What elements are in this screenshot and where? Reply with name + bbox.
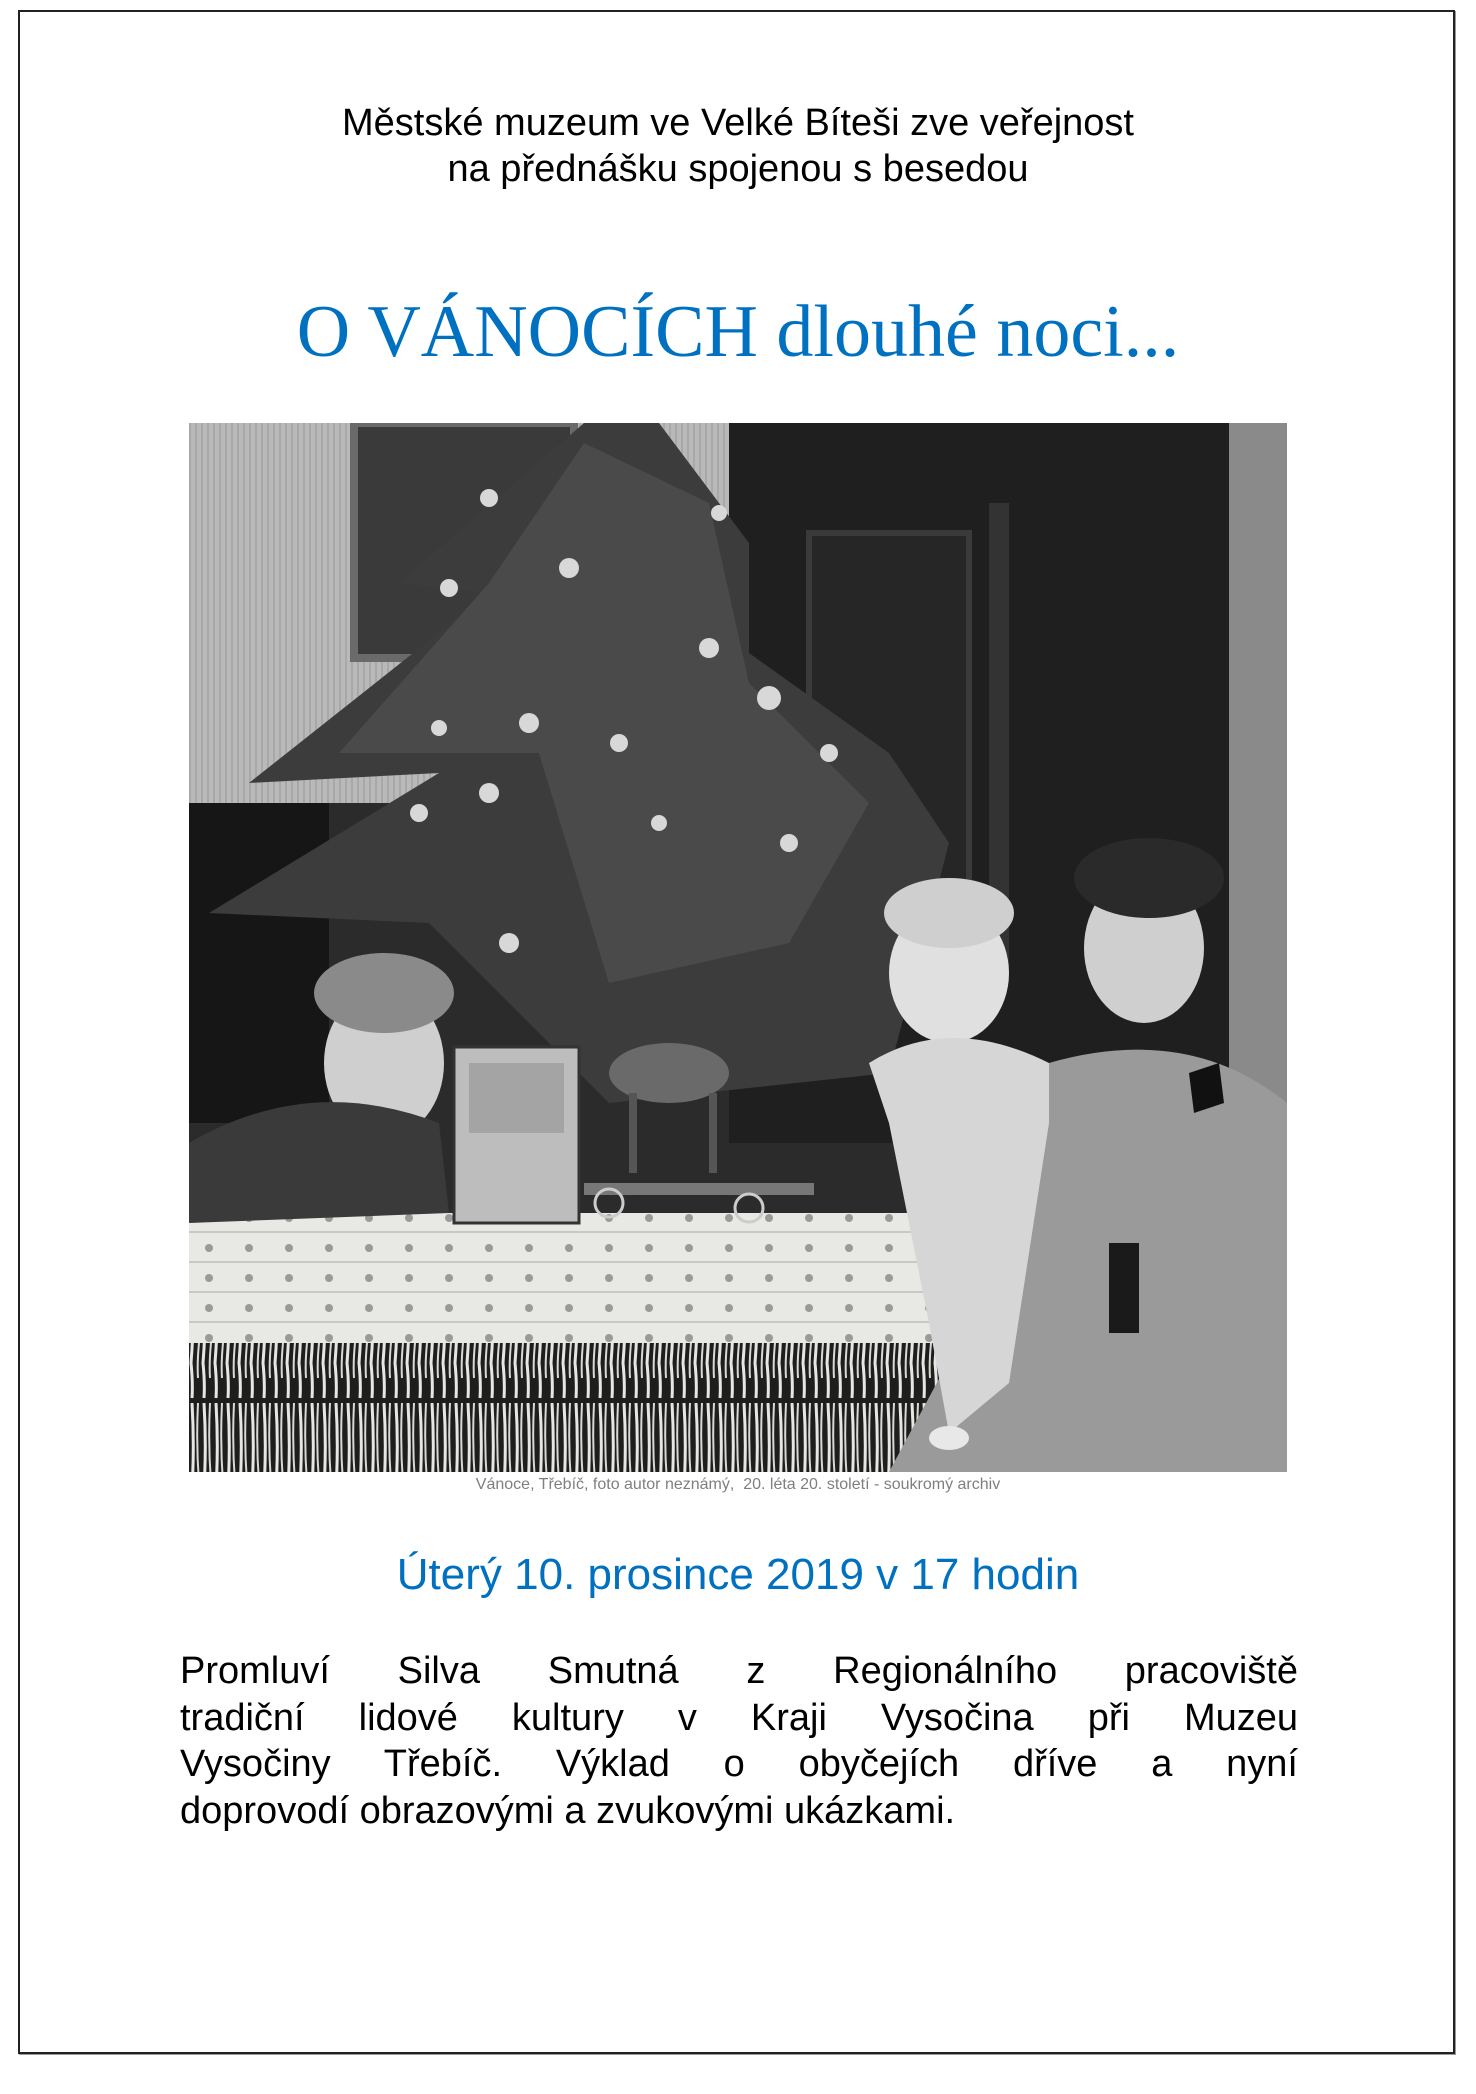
description-line-1: Promluví Silva Smutná z Regionálního pracoviště: [180, 1650, 1298, 1692]
event-description: [180, 1648, 1298, 1834]
description-line-2: tradiční lidové kultury v Kraji Vysočina při Muzeu: [180, 1696, 1298, 1739]
invitation-line-1: Městské muzeum ve Velké Bíteši zve veřejnost: [342, 102, 1134, 144]
event-title: O VÁNOCÍCH dlouhé noci...: [296, 291, 1180, 373]
photo-caption: Vánoce, Třebíč, foto autor neznámý, 20. léta 20. století - soukromý archiv: [475, 1476, 1001, 1493]
description-line-4: doprovodí obrazovými a zvukovými ukázkami.: [180, 1789, 956, 1832]
invitation-line-2: na přednášku spojenou s besedou: [447, 148, 1029, 190]
historical-christmas-photo: [189, 423, 1287, 1472]
event-date-time: Úterý 10. prosince 2019 v 17 hodin: [396, 1550, 1080, 1599]
invitation-header: [0, 100, 1476, 192]
description-line-3: Vysočiny Třebíč. Výklad o obyčejích dříve a nyní: [180, 1743, 1298, 1785]
